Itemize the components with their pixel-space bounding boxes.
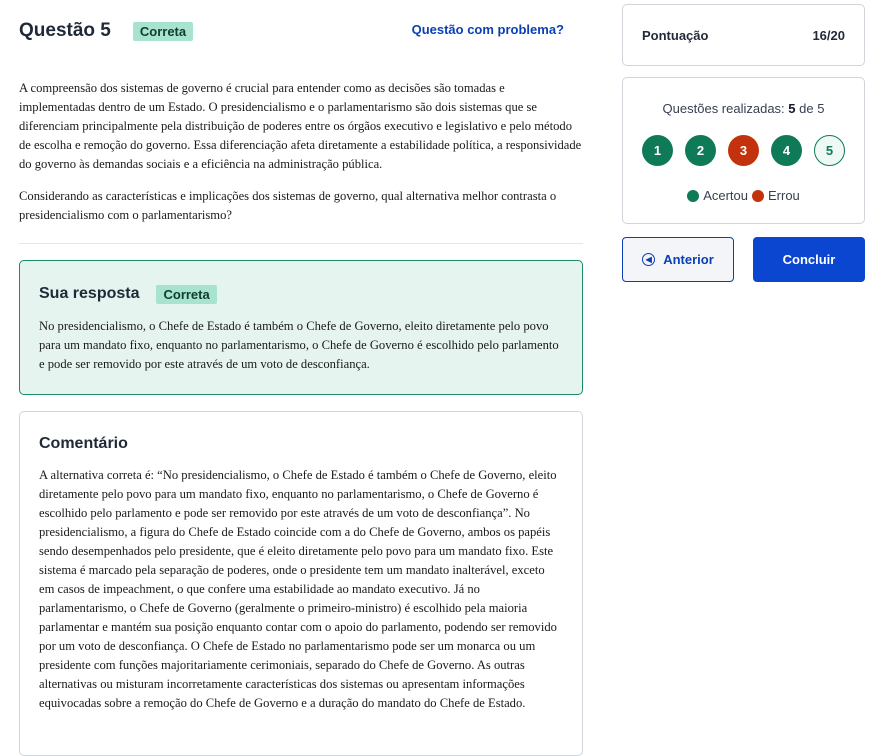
correct-dot-icon: [687, 190, 699, 202]
wrong-dot-icon: [752, 190, 764, 202]
finish-button-label: Concluir: [782, 252, 836, 267]
question-header: [19, 18, 583, 44]
statement-question: Considerando as características e implicações dos sistemas de governo, qual alternativa melhor contrasta o presidencialismo com o parlamentarismo?: [19, 189, 557, 222]
arrow-left-icon: ◀: [642, 253, 655, 266]
legend-wrong-label: Errou: [768, 188, 800, 203]
comment-title: Comentário: [39, 435, 128, 452]
question-nav: [642, 135, 845, 166]
status-badge: Correta: [133, 22, 193, 41]
legend-correct: [687, 188, 748, 203]
question-statement: [19, 79, 583, 225]
statement-paragraph: A compreensão dos sistemas de governo é crucial para entender como as decisões são tomadas e implementadas dentro de um Estado. O presidencialismo e o parlamentarismo são dois sistemas que se diferenciam principalmente pela distribuição de poderes entre os órgãos executivo e legislativo e pelo método de escolha e remoção do governo. Essa diferenciação afeta diretamente a estabilidade política, a responsividade do governo às demandas sociais e a eficiência na administração pública.: [19, 81, 582, 171]
question-nav-5[interactable]: 5: [814, 135, 845, 166]
answer-status-badge: Correta: [156, 285, 216, 304]
question-nav-2[interactable]: 2: [685, 135, 716, 166]
question-nav-4[interactable]: 4: [771, 135, 802, 166]
legend-wrong: [752, 188, 800, 203]
comment-box: [19, 411, 583, 756]
score-label: Pontuação: [642, 27, 709, 43]
your-answer-title: Sua resposta: [39, 285, 140, 302]
finish-button[interactable]: [753, 237, 865, 282]
question-title: Questão 5: [19, 20, 111, 41]
question-nav-1[interactable]: 1: [642, 135, 673, 166]
progress-suffix: de 5: [795, 101, 825, 116]
progress-card: [622, 77, 865, 224]
progress-done: 5: [788, 101, 796, 116]
comment-text: A alternativa correta é: “No presidencialismo, o Chefe de Estado é também o Chefe de Governo, eleito diretamente pelo povo para um mandato fixo, enquanto no parlamentarismo, o Chefe de Governo é escolhido pelo parlamento e pode ser removido por este através de um voto de desconfiança”. No presidencialismo, a figura do Chefe de Estado coincide com a do Chefe de Governo, ambos os papéis sendo desempenhados pelo presidente, que é eleito diretamente pelo povo para um mandato fixo. Este sistema é marcado pela separação de poderes, onde o presidente tem um mandato inalterável, exceto em casos de impeachment, o que confere uma estabilidade ao mandato executivo. Já no parlamentarismo, o Chefe de Governo (geralmente o primeiro-ministro) é escolhido pela maioria parlamentar e mantém sua posição enquanto contar com o apoio do parlamento, podendo ser removido por um voto de desconfiança. O Chefe de Estado no parlamentarismo pode ser um monarca ou um presidente com funções majoritariamente cerimoniais, separado do Chefe de Governo. As outras alternativas ou misturam incorretamente características dos sistemas ou apresentam informações equivocadas sobre a remoção do Chefe de Governo e a duração do mandato do Chefe de Estado.: [39, 468, 557, 710]
score-value: 16/20: [812, 27, 845, 43]
progress-text: [623, 101, 864, 116]
divider: [19, 243, 583, 244]
previous-button-label: Anterior: [663, 252, 714, 267]
legend: [623, 188, 864, 203]
question-nav-3[interactable]: 3: [728, 135, 759, 166]
previous-button[interactable]: [622, 237, 734, 282]
your-answer-text: No presidencialismo, o Chefe de Estado é também o Chefe de Governo, eleito diretamente pelo povo para um mandato fixo, enquanto no parlamentarismo, o Chefe de Governo é escolhido pelo parlamento e pode ser removido por este através de um voto de desconfiança.: [39, 319, 559, 371]
score-card: [622, 4, 865, 66]
report-problem-link[interactable]: Questão com problema?: [411, 22, 564, 37]
progress-prefix: Questões realizadas:: [662, 101, 789, 116]
your-answer-box: [19, 260, 583, 395]
legend-correct-label: Acertou: [703, 188, 748, 203]
